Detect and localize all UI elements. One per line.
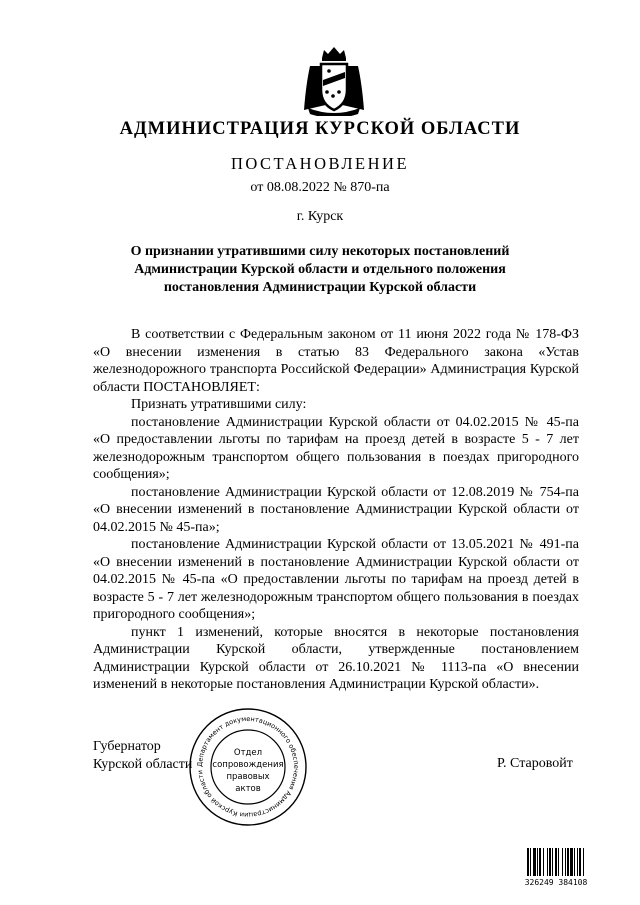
- title-line: постановления Администрации Курской области: [163, 280, 477, 295]
- barcode-bar: [574, 848, 575, 876]
- barcode-bar: [539, 848, 541, 876]
- signatory-name: Р. Старовойт: [497, 756, 573, 771]
- signatory-position: [93, 738, 192, 774]
- document-city: г. Курск: [296, 209, 344, 224]
- document-body: [93, 326, 579, 694]
- organization-name: АДМИНИСТРАЦИЯ КУРСКОЙ ОБЛАСТИ: [119, 119, 521, 139]
- body-paragraph: постановление Администрации Курской области от 12.08.2019 № 754-па «О внесении изменений в постановление Администрации Курской области от 04.02.2015 № 45-па»;: [93, 484, 579, 535]
- barcode-bar: [577, 848, 578, 876]
- barcode-bar: [579, 848, 581, 876]
- barcode-number: 326249 384108: [524, 878, 588, 887]
- barcode: [527, 848, 584, 876]
- body-paragraph: Признать утратившими силу:: [131, 397, 307, 412]
- signatory-position-line: Курской области: [93, 757, 193, 772]
- document-date-number: от 08.08.2022 № 870-па: [250, 180, 390, 195]
- coat-of-arms-icon: [300, 44, 368, 116]
- barcode-bar: [537, 848, 538, 876]
- barcode-bar: [555, 848, 557, 876]
- barcode-bar: [570, 848, 573, 876]
- barcode-bar: [543, 848, 544, 876]
- official-stamp: [186, 705, 310, 829]
- barcode-bar: [533, 848, 536, 876]
- body-paragraph: пункт 1 изменений, которые вносятся в некоторые постановления Администрации Курской области, утвержденные постановлением Администрации Курской области от 26.10.2021 № 1113-па «О внесении изменений в некоторые постановления Администрации Курской области».: [93, 624, 579, 692]
- barcode-bar: [547, 848, 548, 876]
- barcode-bar: [549, 848, 551, 876]
- stamp-center-line: правовых: [226, 772, 270, 782]
- body-paragraph: постановление Администрации Курской области от 13.05.2021 № 491-па «О внесении изменений в постановление Администрации Курской области от 04.02.2015 № 45-па «О предоставлении льготы по тарифам на проезд детей в возрасте 5 - 7 лет железнодорожным транспортом общего пользования в поездах пригородного сообщения»;: [93, 537, 579, 622]
- barcode-bar: [558, 848, 559, 876]
- document-title: [110, 243, 530, 297]
- barcode-bar: [583, 848, 584, 876]
- title-line: Администрации Курской области и отдельного положения: [134, 262, 506, 277]
- document-type: ПОСТАНОВЛЕНИЕ: [230, 154, 410, 173]
- barcode-bar: [552, 848, 553, 876]
- stamp-ring-text: Департамент документационного обеспечения Администрации Курской области: [195, 714, 301, 820]
- body-paragraph: постановление Администрации Курской области от 04.02.2015 № 45-па «О предоставлении льготы по тарифам на проезд детей в возрасте 5 - 7 лет железнодорожным транспортом общего пользования в поездах пригородного сообщения»;: [93, 414, 579, 482]
- body-paragraph: В соответствии с Федеральным законом от 11 июня 2022 года № 178-ФЗ «О внесении изменения в статью 83 Федерального закона «Устав железнодорожного транспорта Российской Федерации» Администрация Курской области ПОСТАНОВЛЯЕТ:: [93, 327, 579, 395]
- title-line: О признании утратившими силу некоторых постановлений: [130, 244, 510, 259]
- stamp-center-line: Отдел: [233, 748, 263, 758]
- barcode-bar: [565, 848, 566, 876]
- stamp-center-line: актов: [235, 784, 261, 794]
- barcode-bar: [527, 848, 529, 876]
- barcode-bar: [567, 848, 569, 876]
- barcode-bar: [530, 848, 531, 876]
- signatory-position-line: Губернатор: [93, 739, 161, 754]
- stamp-center-line: сопровождения: [212, 760, 284, 770]
- barcode-bar: [562, 848, 563, 876]
